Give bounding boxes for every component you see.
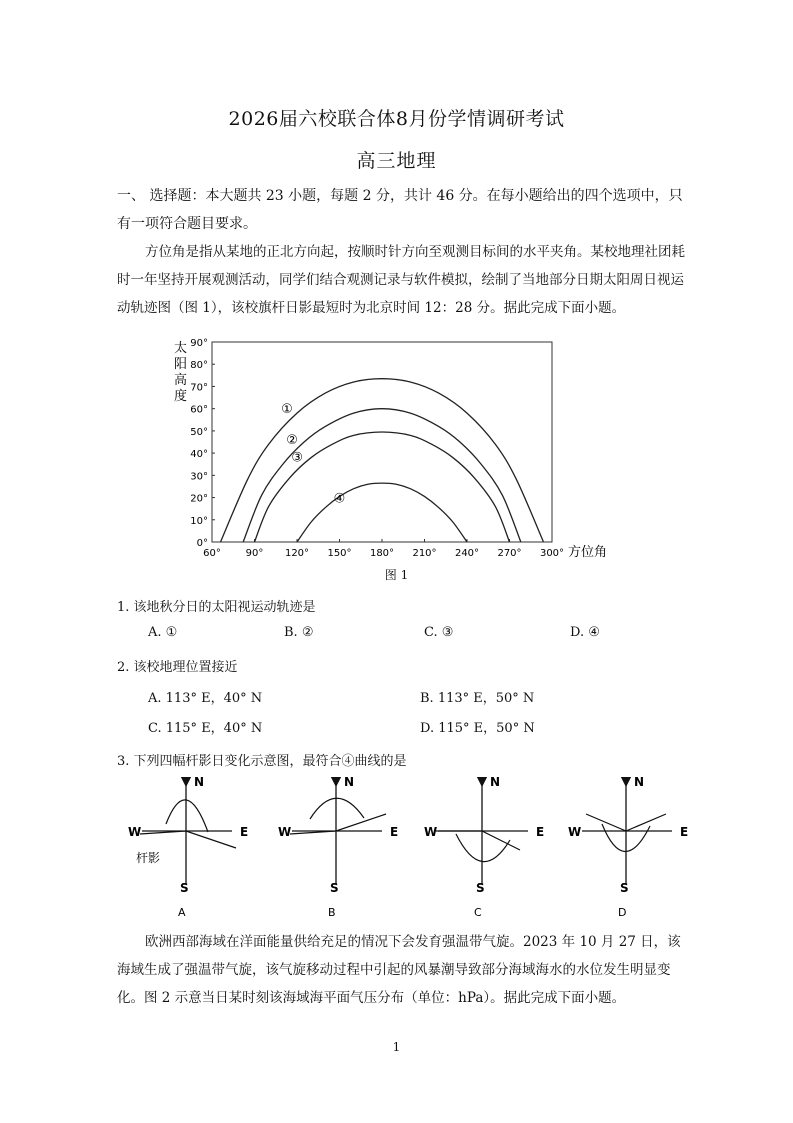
question-2-option-d[interactable]: D. 115° E，50° N xyxy=(420,721,535,736)
question-2-option-a[interactable]: A. 113° E，40° N xyxy=(148,691,263,706)
north-label: N xyxy=(634,775,645,789)
passage-sun-path: 方位角是指从某地的正北方向起，按顺时针方向至观测目标间的水平夹角。某校地理社团耗时一年坚持开展观测活动，同学们结合观测记录与软件模拟，绘制了当地部分日期太阳周日视运动轨迹图（图 1），该校旗杆日影最短时为北京时间 12：28 分。据此完成下面小题。 xyxy=(117,244,685,316)
east-label: E xyxy=(536,825,545,839)
section-heading: 一、 选择题：本大题共 23 小题，每题 2 分，共计 46 分。在每小题给出的四个选项中，只有一项符合题目要求。 xyxy=(117,188,683,232)
y-tick-label: 30° xyxy=(190,471,208,483)
x-tick-label: 240° xyxy=(454,548,480,559)
shadow-label: 杆影 xyxy=(136,851,161,865)
question-1-option-c[interactable]: C. ③ xyxy=(424,625,454,640)
curve-label-1: ① xyxy=(281,402,293,418)
x-tick-label: 180° xyxy=(369,548,395,559)
x-tick-label: 150° xyxy=(327,548,352,559)
y-tick-label: 0° xyxy=(196,538,208,549)
y-axis-label-char: 度 xyxy=(174,389,188,404)
shadow-curve xyxy=(456,834,510,862)
west-label: W xyxy=(128,825,142,839)
x-axis-label: 方位角 xyxy=(568,545,608,560)
x-tick-label: 60° xyxy=(203,548,221,559)
west-label: W xyxy=(568,825,582,839)
x-tick-label: 120° xyxy=(284,548,310,559)
x-tick-label: 90° xyxy=(245,548,264,559)
y-tick-label: 50° xyxy=(190,426,208,438)
y-tick-label: 60° xyxy=(190,404,208,416)
south-label: S xyxy=(180,881,189,895)
shadow-curve xyxy=(310,798,364,819)
curve-label-2: ② xyxy=(286,433,298,448)
west-label: W xyxy=(278,825,292,839)
north-label: N xyxy=(194,775,205,789)
y-tick-label: 20° xyxy=(190,493,208,505)
question-2-stem: 2. 该校地理位置接近 xyxy=(117,660,238,675)
exam-subtitle: 高三地理 xyxy=(356,150,437,172)
diagram-c-label: C xyxy=(474,906,482,919)
question-3-stem: 3. 下列四幅杆影日变化示意图，最符合④曲线的是 xyxy=(117,754,407,769)
curve-label-4: ④ xyxy=(333,491,346,507)
shadow-curve xyxy=(166,800,208,832)
y-tick-label: 80° xyxy=(190,360,208,372)
sun-path-curve-3 xyxy=(255,432,510,542)
diagram-b-label: B xyxy=(328,906,336,919)
y-axis-label-char: 阳 xyxy=(174,357,188,372)
north-label: N xyxy=(344,775,355,789)
question-1-option-d[interactable]: D. ④ xyxy=(570,625,600,640)
x-tick-label: 270° xyxy=(497,548,522,559)
shadow-tip-line xyxy=(140,831,236,848)
shadow-diagram-c[interactable] xyxy=(424,775,544,919)
south-label: S xyxy=(620,881,629,895)
question-2-option-b[interactable]: B. 113° E，50° N xyxy=(420,691,535,706)
question-1-option-b[interactable]: B. ② xyxy=(284,625,314,640)
south-label: S xyxy=(330,881,339,895)
figure-1-caption: 图 1 xyxy=(384,568,409,582)
question-1-stem: 1. 该地秋分日的太阳视运动轨迹是 xyxy=(117,600,316,615)
y-tick-label: 70° xyxy=(190,382,208,394)
sun-path-curve-4 xyxy=(297,483,467,542)
south-label: S xyxy=(476,881,485,895)
shadow-diagram-b[interactable] xyxy=(278,775,398,919)
west-label: W xyxy=(424,825,438,839)
question-1-option-a[interactable]: A. ① xyxy=(148,625,178,640)
y-tick-label: 90° xyxy=(190,338,208,349)
y-axis-label-char: 高 xyxy=(174,373,188,388)
curve-label-3: ③ xyxy=(291,450,303,466)
y-tick-label: 10° xyxy=(190,515,208,527)
east-label: E xyxy=(680,825,689,839)
shadow-diagram-d[interactable] xyxy=(568,775,688,919)
y-axis-label-char: 太 xyxy=(174,341,188,356)
east-label: E xyxy=(240,825,249,839)
diagram-d-label: D xyxy=(618,906,627,919)
exam-title: 2026届六校联合体8月份学情调研考试 xyxy=(228,108,565,130)
shadow-diagrams xyxy=(120,774,690,924)
sun-path-chart xyxy=(160,330,650,590)
y-tick-label: 40° xyxy=(190,449,208,461)
x-tick-label: 300° xyxy=(539,548,565,559)
sun-path-curve-1 xyxy=(221,379,544,542)
shadow-tip-line xyxy=(436,831,520,850)
shadow-diagram-a[interactable] xyxy=(128,775,248,919)
diagram-a-label: A xyxy=(178,906,186,919)
page-number: 1 xyxy=(392,1040,401,1054)
plot-frame xyxy=(212,342,552,542)
x-tick-label: 210° xyxy=(412,548,437,559)
east-label: E xyxy=(390,825,399,839)
sun-path-curve-2 xyxy=(243,409,521,542)
passage-cyclone: 欧洲西部海域在洋面能量供给充足的情况下会发育强温带气旋。2023 年 10 月 27 日，该海域生成了强温带气旋，该气旋移动过程中引起的风暴潮导致部分海域海水的水位发生明显变化。图 2 示意当日某时刻该海域海平面气压分布（单位：hPa）。据此完成下面小题。 xyxy=(117,934,681,1006)
question-2-option-c[interactable]: C. 115° E，40° N xyxy=(148,721,263,736)
north-label: N xyxy=(490,775,501,789)
